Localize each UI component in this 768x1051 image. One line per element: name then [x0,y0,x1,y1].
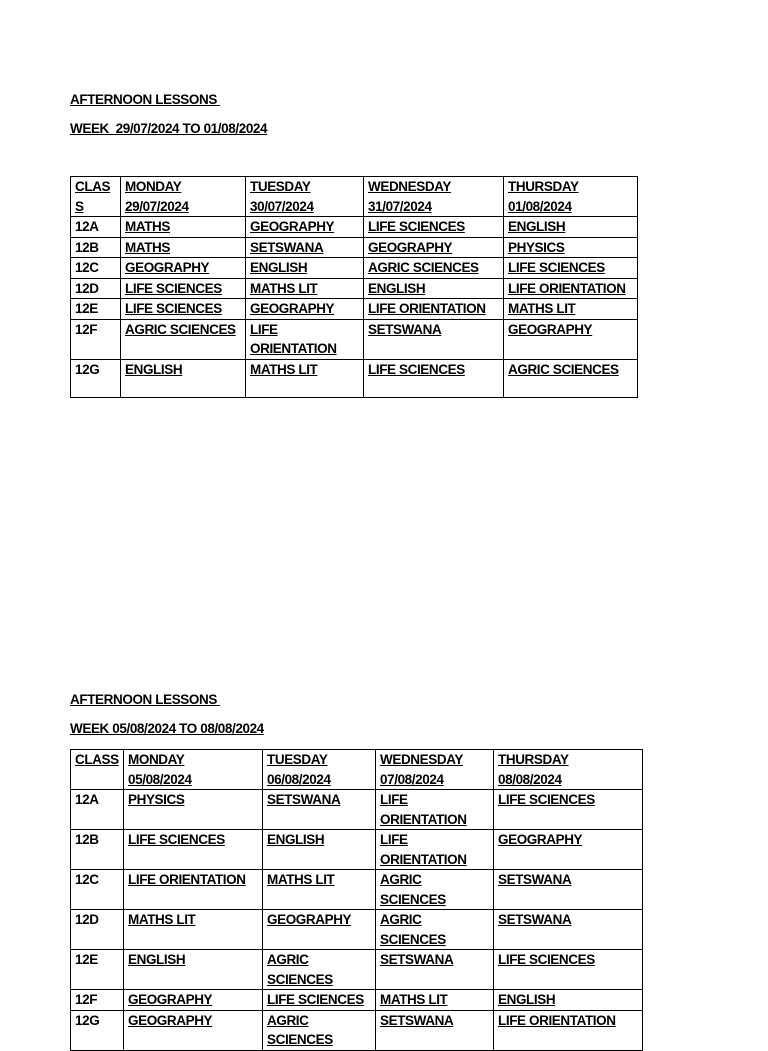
table-row [71,1010,643,1050]
subject-cell: GEOGRAPHY [124,1010,263,1050]
header-cell-text: 29/07/2024 [125,198,189,214]
class-cell: 12G [71,1010,124,1050]
subject-cell: ENGLISH [494,990,643,1011]
header-cell-class [71,177,121,217]
subject-cell: AGRIC SCIENCES [376,870,494,910]
class-cell: 12A [71,790,124,830]
subject-cell: LIFE SCIENCES [494,950,643,990]
table-header-row [71,750,643,790]
class-cell: 12E [71,950,124,990]
header-cell-text: MONDAY [128,752,185,767]
class-cell: 12E [71,299,121,320]
header-cell-text: WEDNESDAY [368,179,451,194]
header-cell-text: CLAS [75,179,111,194]
subject-cell: GEOGRAPHY [364,237,504,258]
subject-cell: MATHS LIT [376,990,494,1011]
subject-cell: AGRIC SCIENCES [376,910,494,950]
table-header-row [71,177,638,217]
header-cell-text: 05/08/2024 [128,771,192,787]
subject-cell: LIFE SCIENCES [504,258,638,279]
header-cell-day [504,177,638,217]
subject-cell: ENGLISH [246,258,364,279]
subject-cell: MATHS LIT [263,870,376,910]
header-cell-day [124,750,263,790]
subject-cell: ENGLISH [121,359,246,397]
class-cell: 12D [71,910,124,950]
subject-cell: LIFE SCIENCES [364,359,504,397]
table-row [71,359,638,397]
subject-cell: ENGLISH [263,830,376,870]
header-cell-day [121,177,246,217]
header-cell-text: TUESDAY [250,179,311,194]
subject-cell: SETSWANA [376,950,494,990]
subject-cell: LIFE SCIENCES [121,278,246,299]
subject-cell: LIFE SCIENCES [364,217,504,238]
table-row [71,217,638,238]
header-cell-text: MONDAY [125,179,182,194]
subject-cell: LIFE ORIENTATION [504,278,638,299]
subject-cell: GEOGRAPHY [121,258,246,279]
subject-cell: MATHS LIT [124,910,263,950]
subject-cell: SETSWANA [376,1010,494,1050]
section-1-week: WEEK 29/07/2024 TO 01/08/2024 [70,121,268,136]
header-cell-text: THURSDAY [508,179,579,194]
table-row [71,258,638,279]
subject-cell: GEOGRAPHY [504,319,638,359]
class-cell: 12D [71,278,121,299]
subject-cell: AGRIC SCIENCES [121,319,246,359]
table-row [71,910,643,950]
header-cell-text: S [75,198,84,214]
subject-cell: MATHS [121,237,246,258]
class-cell: 12A [71,217,121,238]
class-cell: 12B [71,237,121,258]
header-cell-text: 31/07/2024 [368,198,432,214]
class-cell: 12C [71,258,121,279]
subject-cell: GEOGRAPHY [124,990,263,1011]
subject-cell: GEOGRAPHY [246,299,364,320]
subject-cell: PHYSICS [504,237,638,258]
header-cell-class [71,750,124,790]
table-row [71,950,643,990]
header-cell-text: 07/08/2024 [380,771,444,787]
subject-cell: LIFE ORIENTATION [246,319,364,359]
header-cell-day [246,177,364,217]
timetable-week-2 [70,749,643,1051]
subject-cell: LIFE SCIENCES [494,790,643,830]
subject-cell: LIFE SCIENCES [263,990,376,1011]
header-cell-day [494,750,643,790]
subject-cell: ENGLISH [364,278,504,299]
section-1-title: AFTERNOON LESSONS [70,92,221,107]
header-cell-text: 08/08/2024 [498,771,562,787]
table-row [71,237,638,258]
subject-cell: LIFE ORIENTATION [376,830,494,870]
header-cell-text: 30/07/2024 [250,198,314,214]
class-cell: 12B [71,830,124,870]
subject-cell: MATHS LIT [246,359,364,397]
subject-cell: ENGLISH [124,950,263,990]
timetable-week-1 [70,176,638,398]
table-row [71,299,638,320]
class-cell: 12G [71,359,121,397]
subject-cell: LIFE ORIENTATION [376,790,494,830]
header-cell-text: THURSDAY [498,752,569,767]
section-2-week: WEEK 05/08/2024 TO 08/08/2024 [70,721,264,736]
subject-cell: SETSWANA [494,910,643,950]
section-2-title: AFTERNOON LESSONS [70,692,221,707]
subject-cell: MATHS LIT [246,278,364,299]
subject-cell: AGRIC SCIENCES [364,258,504,279]
table-row [71,990,643,1011]
subject-cell: GEOGRAPHY [494,830,643,870]
subject-cell: SETSWANA [263,790,376,830]
table-row [71,870,643,910]
header-cell-day [263,750,376,790]
subject-cell: AGRIC SCIENCES [263,1010,376,1050]
table-row [71,790,643,830]
subject-cell: LIFE SCIENCES [124,830,263,870]
subject-cell: AGRIC SCIENCES [263,950,376,990]
subject-cell: MATHS [121,217,246,238]
class-cell: 12F [71,319,121,359]
subject-cell: PHYSICS [124,790,263,830]
header-cell-day [364,177,504,217]
header-cell-text: 01/08/2024 [508,198,572,214]
subject-cell: SETSWANA [364,319,504,359]
subject-cell: ENGLISH [504,217,638,238]
header-cell-text: 06/08/2024 [267,771,331,787]
header-cell-text: CLASS [75,752,119,767]
table-row [71,319,638,359]
subject-cell: LIFE SCIENCES [121,299,246,320]
subject-cell: LIFE ORIENTATION [494,1010,643,1050]
subject-cell: GEOGRAPHY [263,910,376,950]
table-row [71,278,638,299]
class-cell: 12C [71,870,124,910]
subject-cell: LIFE ORIENTATION [124,870,263,910]
header-cell-text: TUESDAY [267,752,328,767]
header-cell-text: WEDNESDAY [380,752,463,767]
subject-cell: AGRIC SCIENCES [504,359,638,397]
subject-cell: GEOGRAPHY [246,217,364,238]
subject-cell: SETSWANA [246,237,364,258]
subject-cell: SETSWANA [494,870,643,910]
class-cell: 12F [71,990,124,1011]
subject-cell: MATHS LIT [504,299,638,320]
header-cell-day [376,750,494,790]
table-row [71,830,643,870]
subject-cell: LIFE ORIENTATION [364,299,504,320]
